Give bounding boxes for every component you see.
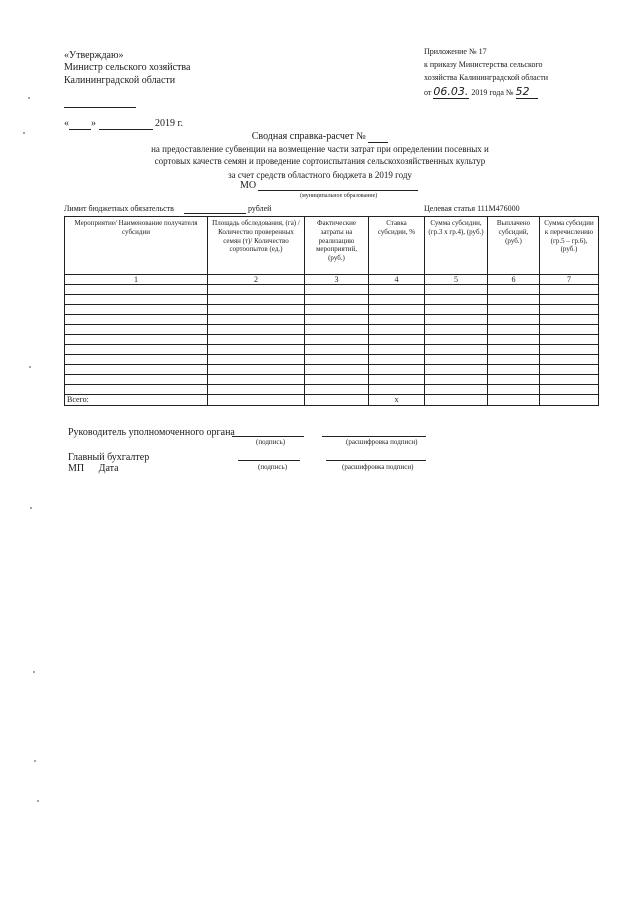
table-row bbox=[65, 295, 599, 305]
appendix-date-handwritten: 06.03. bbox=[433, 85, 469, 98]
doc-subtitle3: за счет средств областного бюджета в 2019 году bbox=[228, 170, 412, 180]
scan-mark bbox=[29, 366, 31, 368]
header-cell: Площадь обследования, (га) / Количество проверенных семян (т)/ Количество сортоопытов (ед.) bbox=[208, 217, 305, 275]
doc-title bbox=[0, 131, 640, 143]
column-number: 5 bbox=[425, 275, 488, 285]
target-article: Целевая статья 111М476000 bbox=[424, 204, 520, 213]
appendix-number-handwritten: 52 bbox=[516, 85, 538, 99]
subsidy-table bbox=[64, 216, 599, 406]
table-row bbox=[65, 335, 599, 345]
doc-subtitle2: сортовых качеств семян и проведение сортоиспытания сельскохозяйственных культур bbox=[154, 156, 486, 166]
column-number: 3 bbox=[305, 275, 369, 285]
header-cell: Сумма субсидии, (гр.3 х гр.4), (руб.) bbox=[425, 217, 488, 275]
scan-mark bbox=[33, 671, 35, 673]
appendix-date-year: 2019 года № bbox=[471, 88, 514, 97]
column-number: 1 bbox=[65, 275, 208, 285]
table-row bbox=[65, 285, 599, 295]
approve-line2: Калининградской области bbox=[64, 75, 176, 86]
table-row bbox=[65, 345, 599, 355]
appendix-line2: хозяйства Калининградской области bbox=[424, 73, 549, 82]
mo-label: МО bbox=[240, 180, 257, 191]
head-decode-caption: (расшифровка подписи) bbox=[346, 438, 418, 446]
scan-mark bbox=[37, 800, 39, 802]
table-row bbox=[65, 305, 599, 315]
date-close-quote: » bbox=[91, 118, 96, 129]
head-signature-line bbox=[232, 436, 304, 437]
date-label: Дата bbox=[98, 463, 119, 474]
doc-number-blank bbox=[368, 131, 388, 143]
head-signature-caption: (подпись) bbox=[256, 438, 286, 446]
head-label: Руководитель уполномоченного органа bbox=[68, 427, 235, 438]
doc-subtitle1: на предоставление субвенции на возмещение части затрат при определении посевных и bbox=[151, 144, 489, 154]
accountant-label: Главный бухгалтер bbox=[68, 452, 150, 463]
date-day-blank bbox=[69, 118, 91, 130]
header-cell: Мероприятие/ Наименование получателя субсидии bbox=[65, 217, 208, 275]
date-month-blank bbox=[99, 118, 153, 130]
date-line bbox=[64, 118, 183, 130]
table-row bbox=[65, 375, 599, 385]
approve-line1: Министр сельского хозяйства bbox=[64, 62, 191, 73]
total-row bbox=[65, 395, 599, 406]
approve-signature-line bbox=[64, 107, 136, 108]
column-number: 4 bbox=[369, 275, 425, 285]
head-decode-line bbox=[322, 436, 426, 437]
column-number: 7 bbox=[540, 275, 599, 285]
scan-mark bbox=[30, 507, 32, 509]
table-row bbox=[65, 385, 599, 395]
header-cell: Сумма субсидии к перечислению (гр.5 – гр.6), (руб.) bbox=[540, 217, 599, 275]
column-number: 6 bbox=[488, 275, 540, 285]
header-cell: Фактические затраты на реализацию мероприятий, (руб.) bbox=[305, 217, 369, 275]
date-year: 2019 г. bbox=[155, 118, 183, 129]
accountant-signature-caption: (подпись) bbox=[258, 463, 288, 471]
scan-mark bbox=[34, 760, 36, 762]
column-number-row bbox=[65, 275, 599, 285]
total-label: Всего: bbox=[65, 395, 208, 406]
limit-label: Лимит бюджетных обязательств bbox=[64, 204, 174, 213]
table-row bbox=[65, 315, 599, 325]
accountant-decode-caption: (расшифровка подписи) bbox=[342, 463, 414, 471]
table-row bbox=[65, 355, 599, 365]
table-row bbox=[65, 325, 599, 335]
doc-title-text: Сводная справка-расчет № bbox=[251, 131, 366, 142]
mo-line bbox=[258, 190, 418, 191]
table-row bbox=[65, 365, 599, 375]
accountant-signature-line bbox=[238, 460, 300, 461]
date-open-quote: « bbox=[64, 118, 69, 129]
accountant-decode-line bbox=[326, 460, 426, 461]
approve-title: «Утверждаю» bbox=[64, 50, 124, 61]
table-header-row bbox=[65, 217, 599, 275]
mp-label: МП bbox=[68, 463, 85, 474]
header-cell: Ставка субсидии, % bbox=[369, 217, 425, 275]
column-number: 2 bbox=[208, 275, 305, 285]
limit-amount-blank bbox=[184, 204, 246, 214]
limit-unit: рублей bbox=[247, 204, 272, 213]
total-x: х bbox=[369, 395, 425, 406]
mo-caption: (муниципальное образование) bbox=[300, 193, 378, 199]
scan-mark bbox=[28, 97, 30, 99]
limit-row bbox=[64, 204, 271, 214]
appendix-number: Приложение № 17 bbox=[424, 47, 487, 56]
mp-date-row bbox=[68, 463, 119, 474]
appendix-line1: к приказу Министерства сельского bbox=[424, 60, 543, 69]
appendix-date-prefix: от bbox=[424, 88, 432, 97]
appendix-date bbox=[424, 85, 538, 99]
header-cell: Выплачено субсидий, (руб.) bbox=[488, 217, 540, 275]
